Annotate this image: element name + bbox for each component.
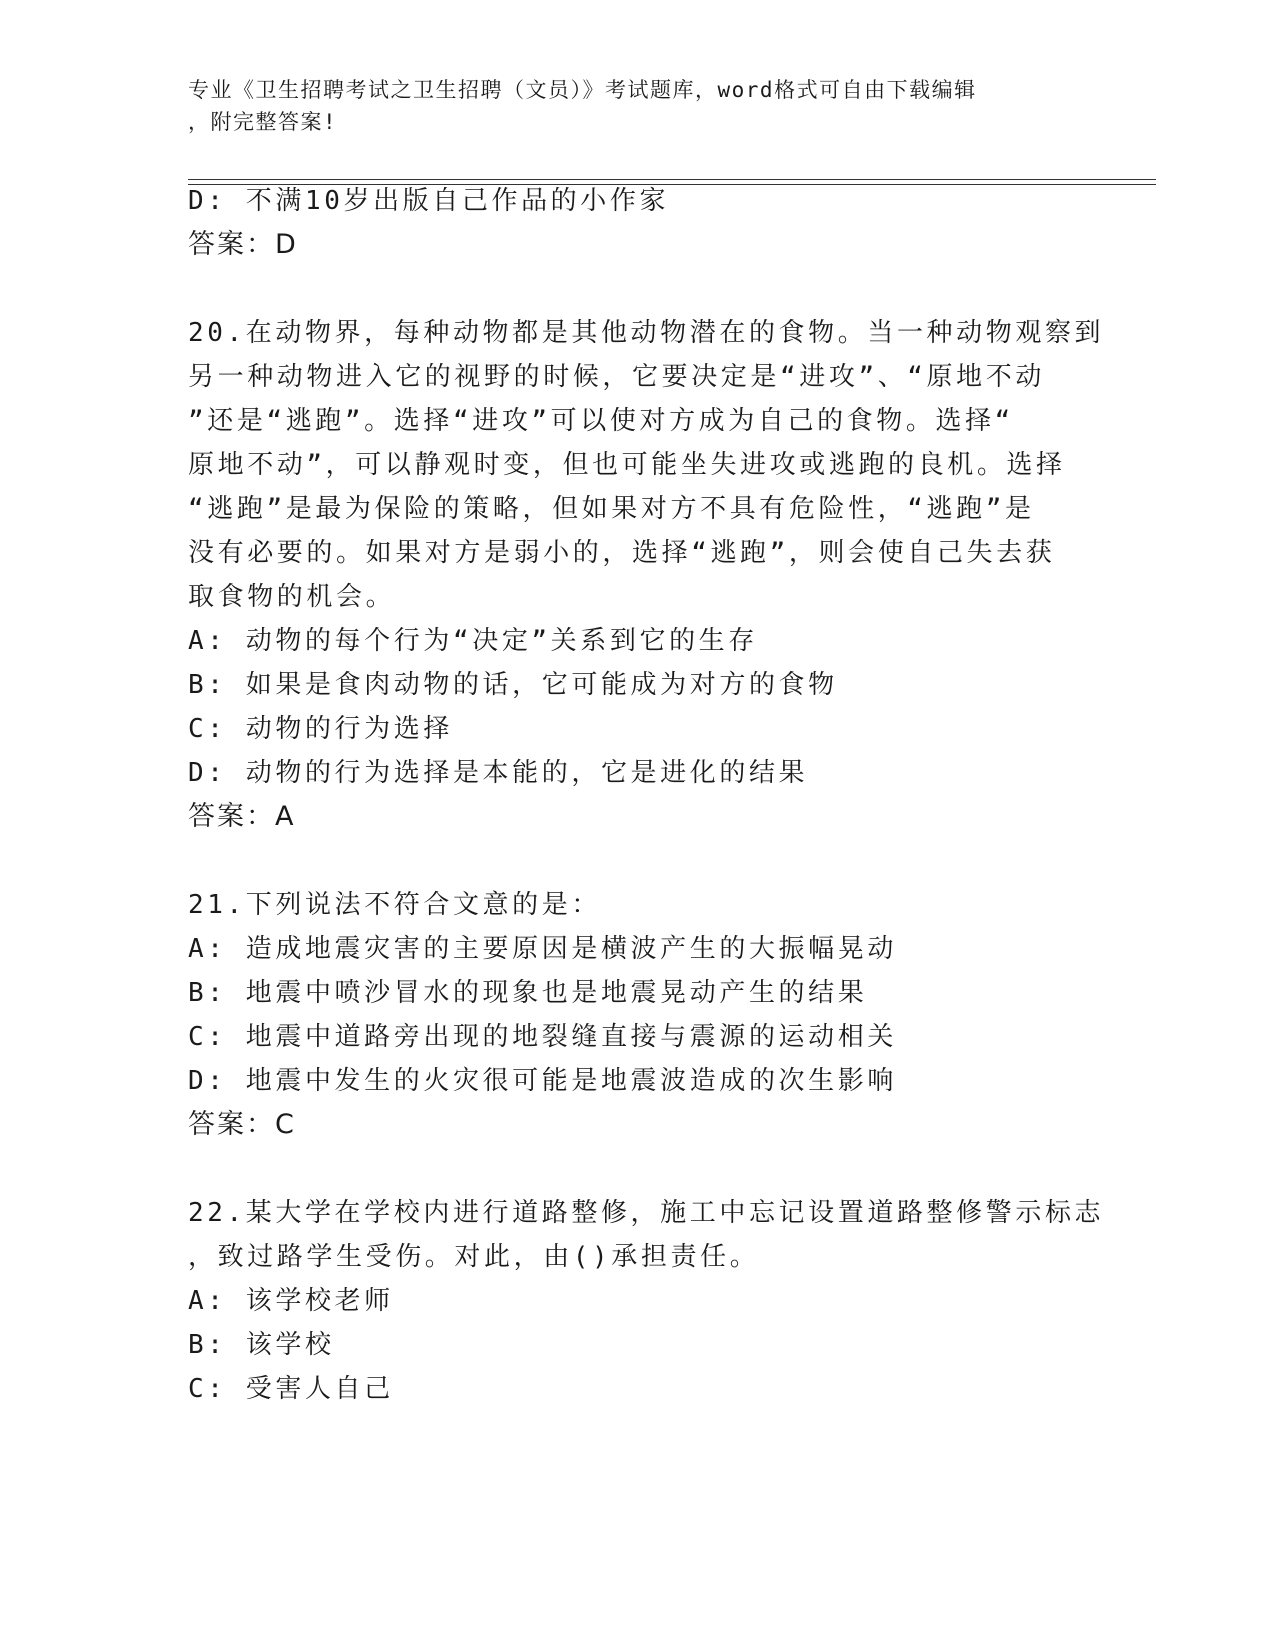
q19-option-d: D: 不满10岁出版自己作品的小作家 bbox=[188, 186, 670, 216]
q21-option-b: B: 地震中喷沙冒水的现象也是地震晃动产生的结果 bbox=[188, 978, 868, 1008]
q20-stem-line-6: 没有必要的。如果对方是弱小的，选择“逃跑”，则会使自己失去获 bbox=[188, 538, 1056, 568]
q19-answer: 答案：D bbox=[188, 229, 298, 260]
q20-stem-line-4: 原地不动”，可以静观时变，但也可能坐失进攻或逃跑的良机。选择 bbox=[188, 450, 1066, 480]
q22-option-b: B: 该学校 bbox=[188, 1330, 335, 1360]
q20-answer: 答案：A bbox=[188, 801, 296, 832]
q20-stem-line-3: ”还是“逃跑”。选择“进攻”可以使对方成为自己的食物。选择“ bbox=[188, 406, 1014, 436]
q20-stem-line-5: “逃跑”是最为保险的策略，但如果对方不具有危险性，“逃跑”是 bbox=[188, 494, 1035, 524]
q21-answer: 答案：C bbox=[188, 1109, 296, 1140]
q21-option-a: A: 造成地震灾害的主要原因是横波产生的大振幅晃动 bbox=[188, 934, 897, 964]
q20-stem-line-1: 20.在动物界，每种动物都是其他动物潜在的食物。当一种动物观察到 bbox=[188, 318, 1105, 348]
q20-option-d: D: 动物的行为选择是本能的，它是进化的结果 bbox=[188, 758, 809, 788]
q22-option-a: A: 该学校老师 bbox=[188, 1286, 394, 1316]
q22-stem-line-2: ，致过路学生受伤。对此，由()承担责任。 bbox=[188, 1242, 760, 1272]
q20-option-b: B: 如果是食肉动物的话，它可能成为对方的食物 bbox=[188, 670, 838, 700]
header-line-1: 专业《卫生招聘考试之卫生招聘（文员）》考试题库，word格式可自由下载编辑 bbox=[188, 78, 977, 102]
q22-stem-line-1: 22.某大学在学校内进行道路整修，施工中忘记设置道路整修警示标志 bbox=[188, 1198, 1105, 1228]
q20-stem-line-2: 另一种动物进入它的视野的时候，它要决定是“进攻”、“原地不动 bbox=[188, 362, 1045, 392]
q21-option-c: C: 地震中道路旁出现的地裂缝直接与震源的运动相关 bbox=[188, 1022, 897, 1052]
q22-option-c: C: 受害人自己 bbox=[188, 1374, 394, 1404]
q20-option-a: A: 动物的每个行为“决定”关系到它的生存 bbox=[188, 626, 758, 656]
header-divider-top bbox=[188, 179, 1156, 180]
q21-option-d: D: 地震中发生的火灾很可能是地震波造成的次生影响 bbox=[188, 1066, 897, 1096]
page-header bbox=[188, 74, 1088, 138]
header-line-2: ，附完整答案! bbox=[188, 110, 338, 134]
q20-option-c: C: 动物的行为选择 bbox=[188, 714, 453, 744]
q20-stem-line-7: 取食物的机会。 bbox=[188, 582, 396, 612]
q21-stem: 21.下列说法不符合文意的是： bbox=[188, 890, 601, 920]
